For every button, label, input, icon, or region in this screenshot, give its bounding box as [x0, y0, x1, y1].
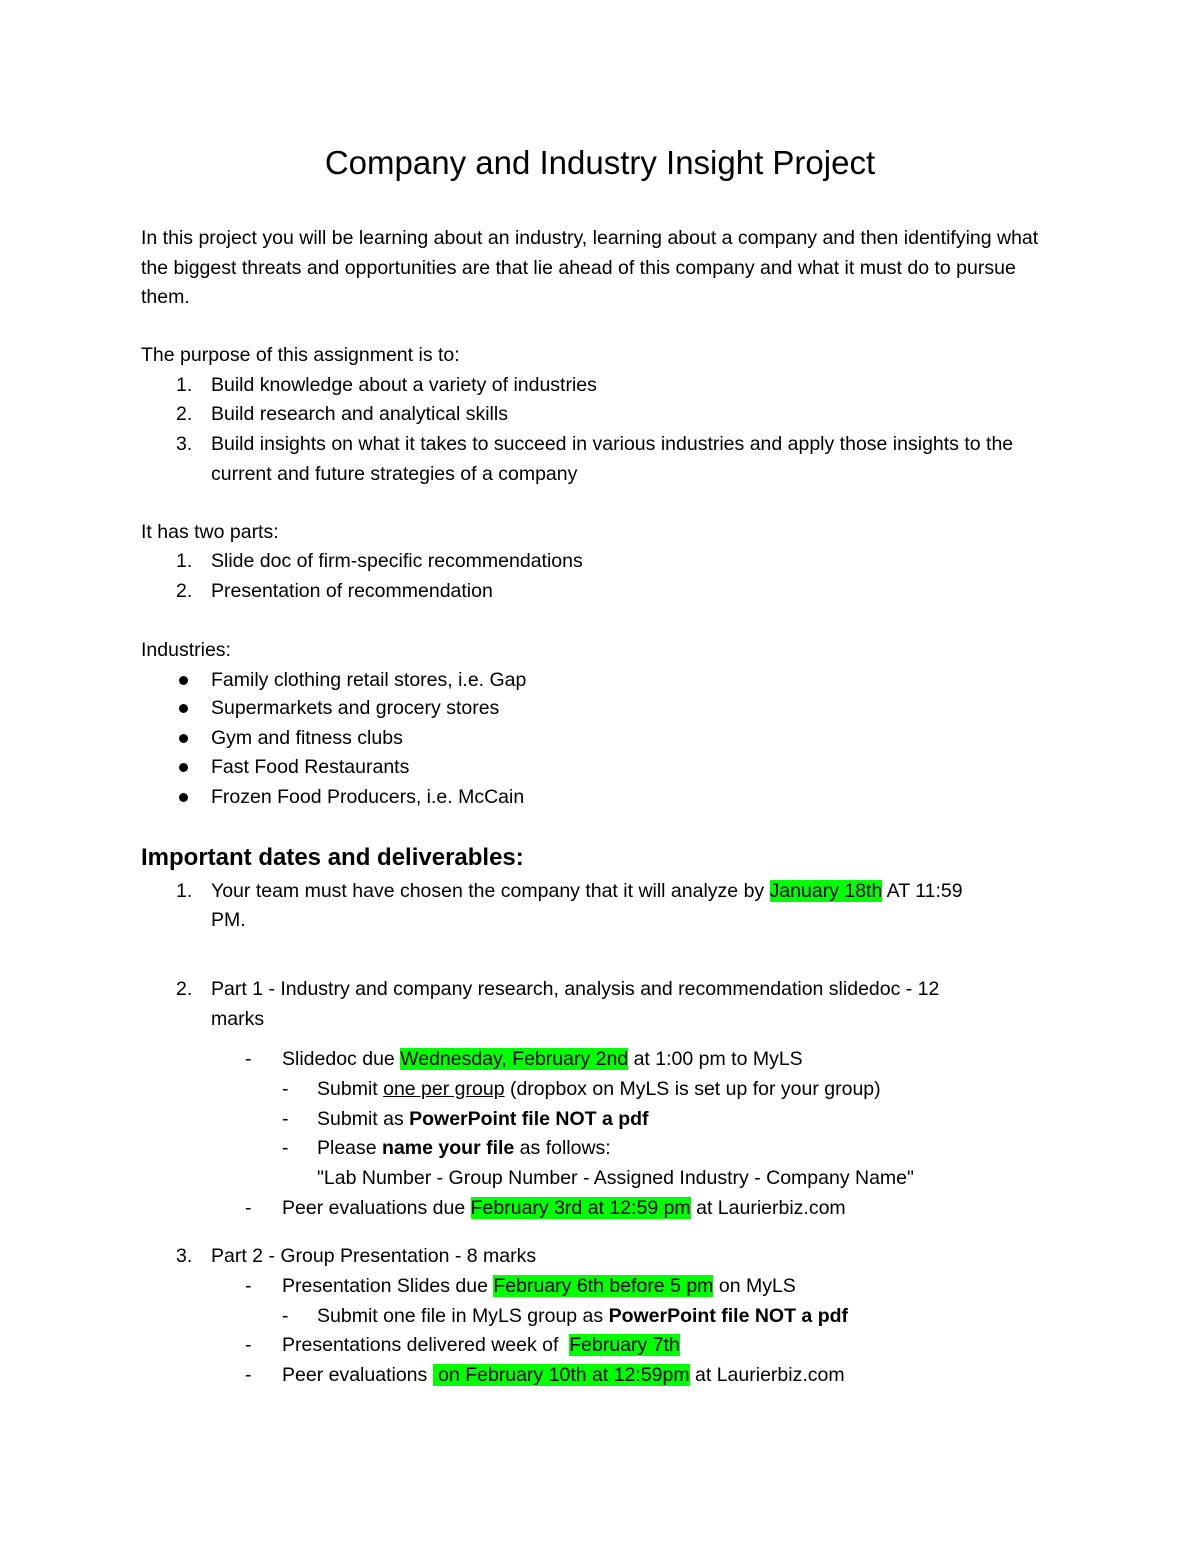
section-heading: Important dates and deliverables:	[141, 844, 524, 871]
date-highlight: on February 10th at 12:59pm	[432, 1364, 690, 1386]
date-highlight: Wednesday, February 2nd	[400, 1048, 629, 1070]
bullet-icon	[179, 704, 188, 713]
bullet-icon	[179, 763, 188, 772]
date-highlight: January 18th	[769, 880, 883, 902]
date-highlight: February 7th	[569, 1334, 680, 1356]
bullet-icon	[179, 676, 188, 685]
intro-paragraph: In this project you will be learning about an industry, learning about a company and then identifying what the biggest threats and opportunities are that lie ahead of this company and what it must do to pursue them.	[141, 227, 1039, 309]
bullet-icon	[179, 734, 188, 743]
date-highlight: February 6th before 5 pm	[493, 1275, 714, 1297]
document-title: Company and Industry Insight Project	[324, 144, 876, 181]
date-highlight: February 3rd at 12:59 pm	[470, 1197, 691, 1219]
bullet-icon	[179, 793, 188, 802]
